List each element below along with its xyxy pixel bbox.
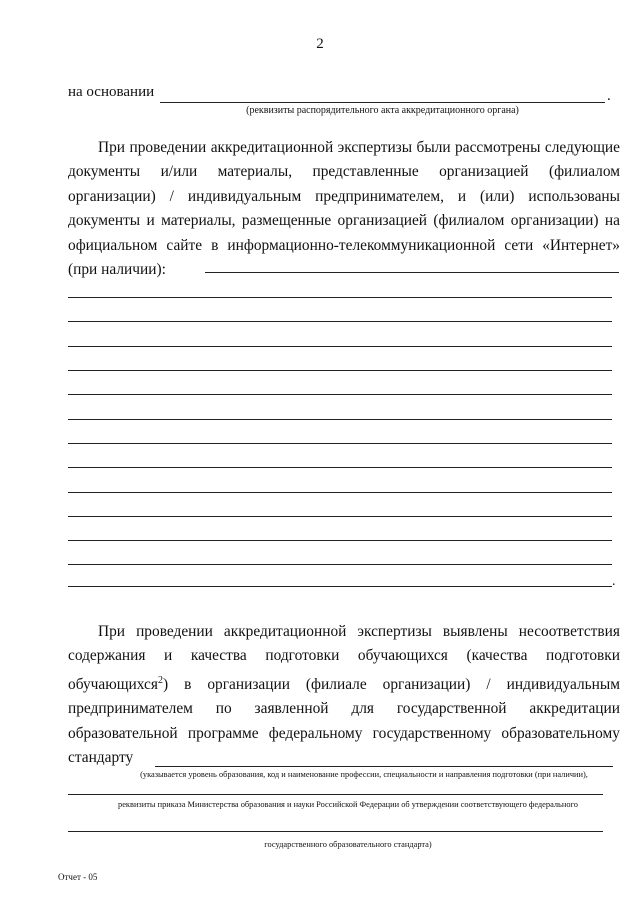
blank-line bbox=[68, 443, 612, 444]
blank-line bbox=[68, 586, 612, 587]
basis-end-mark: . bbox=[607, 88, 611, 104]
form-code: Отчет - 05 bbox=[58, 872, 98, 882]
page-number: 2 bbox=[316, 36, 324, 52]
caption-order-details: реквизиты приказа Министерства образования и науки Российской Федерации об утверждении соответствующего федерального bbox=[118, 800, 578, 809]
blank-line bbox=[68, 346, 612, 347]
caption-education-level: (указывается уровень образования, код и наименование профессии, специальности и направления подготовки (при наличии), bbox=[140, 770, 588, 779]
caption-standard: государственного образовательного стандарта) bbox=[264, 840, 432, 849]
blank-line bbox=[68, 492, 612, 493]
blank-line bbox=[68, 321, 612, 322]
order-fill-line bbox=[68, 794, 603, 795]
list-end-mark: . bbox=[612, 574, 616, 589]
standard-fill-line bbox=[155, 766, 613, 767]
blank-line bbox=[68, 467, 612, 468]
footnote-marker: 2 bbox=[157, 674, 163, 686]
blank-line bbox=[68, 419, 612, 420]
documents-fill-line bbox=[205, 272, 619, 273]
basis-caption: (реквизиты распорядительного акта аккредитационного органа) bbox=[246, 105, 519, 116]
blank-line bbox=[68, 516, 612, 517]
blank-line bbox=[68, 540, 612, 541]
paragraph-documents: При проведении аккредитационной экспертизы были рассмотрены следующие документы и/или материалы, представленные организацией (филиалом организации) / индивидуальным предпринимателем, и (или) использованы документы и материалы, размещенные организацией (филиалом организации) на официальном сайте в информационно-телекоммуникационной сети «Интернет» (при наличии): bbox=[68, 139, 620, 279]
basis-label: на основании bbox=[68, 84, 155, 100]
basis-fill-line bbox=[160, 102, 605, 103]
blank-line bbox=[68, 394, 612, 395]
paragraph-nonconformities-part2: ) в организации (филиале организации) / индивидуальным предпринимателем по заявленной для государственной аккредитации образовательной программе федеральному государственному образовательному стандарту bbox=[68, 675, 620, 767]
paragraph-nonconformities bbox=[68, 620, 620, 771]
standard-details-fill-line bbox=[68, 831, 603, 832]
blank-line bbox=[68, 564, 612, 565]
blank-line bbox=[68, 370, 612, 371]
blank-line bbox=[68, 297, 612, 298]
paragraph-nonconformities-part1: При проведении аккредитационной экспертизы выявлены несоответствия содержания и качества подготовки обучающихся (качества подготовки обучающихся bbox=[68, 623, 620, 693]
